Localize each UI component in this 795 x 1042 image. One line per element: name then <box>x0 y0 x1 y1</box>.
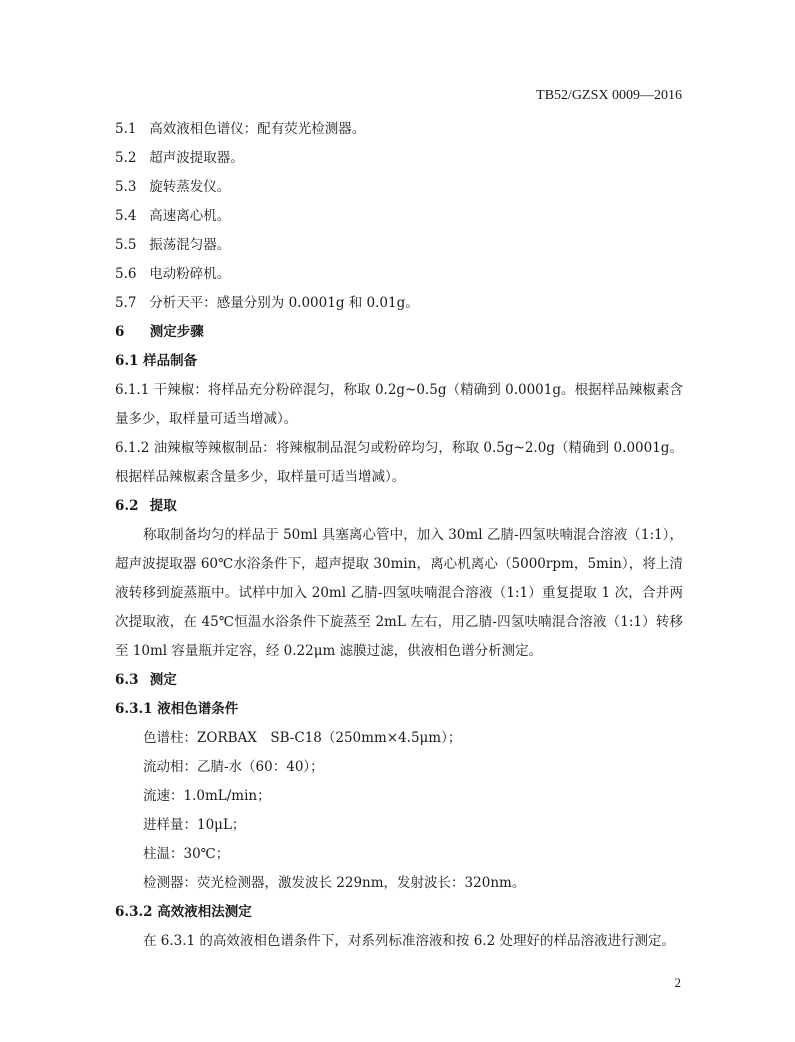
item-text: 分析天平：感量分别为 0.0001g 和 0.01g。 <box>149 295 419 311</box>
condition-flow-rate: 流速：1.0mL/min； <box>143 788 271 804</box>
section-6-1-heading: 6.1 样品制备 <box>115 353 198 369</box>
item-text: 旋转蒸发仪。 <box>149 179 231 195</box>
item-5-2 <box>115 144 683 173</box>
item-text: 电动粉碎机。 <box>149 266 231 282</box>
item-number: 5.6 <box>115 266 137 282</box>
item-5-3 <box>115 173 683 202</box>
page-number: 2 <box>674 975 681 990</box>
item-5-1 <box>115 115 683 144</box>
section-title: 测定步骤 <box>149 324 204 340</box>
condition-mobile-phase: 流动相：乙腈-水（60：40）； <box>143 759 324 775</box>
item-5-7 <box>115 289 683 318</box>
section-6-3-2-heading: 6.3.2 高效液相法测定 <box>115 904 252 920</box>
section-6-heading <box>115 318 683 347</box>
item-number: 5.1 <box>115 121 137 137</box>
section-6-1-2: 6.1.2 油辣椒等辣椒制品：将辣椒制品混匀或粉碎均匀，称取 0.5g~2.0g（精确到 0.0001g。根据样品辣椒素含量多少，取样量可适当增减）。 <box>115 440 683 485</box>
section-6-3-2-paragraph: 在 6.3.1 的高效液相色谱条件下，对系列标准溶液和按 6.2 处理好的样品溶液进行测定。 <box>143 933 675 949</box>
item-text: 振荡混匀器。 <box>149 237 231 253</box>
item-text: 高效液相色谱仪：配有荧光检测器。 <box>149 121 366 137</box>
item-number: 5.4 <box>115 208 137 224</box>
condition-column: 色谱柱：ZORBAX SB-C18（250mm×4.5μm）； <box>143 730 462 746</box>
item-5-5 <box>115 231 683 260</box>
item-number: 5.7 <box>115 295 137 311</box>
section-title: 提取 <box>149 498 177 514</box>
condition-detector: 检测器：荧光检测器，激发波长 229nm，发射波长：320nm。 <box>143 875 526 891</box>
item-text: 高速离心机。 <box>149 208 231 224</box>
item-text: 超声波提取器。 <box>149 150 244 166</box>
section-6-1-1: 6.1.1 干辣椒：将样品充分粉碎混匀，称取 0.2g~0.5g（精确到 0.0001g。根据样品辣椒素含量多少，取样量可适当增减）。 <box>115 382 683 427</box>
section-number: 6.3 <box>115 672 139 688</box>
document-code: TB52/GZSX 0009—2016 <box>536 88 682 103</box>
condition-column-temperature: 柱温：30℃； <box>143 846 230 862</box>
section-6-2-paragraph: 称取制备均匀的样品于 50ml 具塞离心管中，加入 30ml 乙腈-四氢呋喃混合溶液（1:1），超声波提取器 60℃水浴条件下，超声提取 30min，离心机离心（5000rpm，5min），将上清液转移到旋蒸瓶中。试样中加入 20ml 乙腈-四氢呋喃混合溶液（1:1）重复提取 1 次，合并两次提取液，在 45℃恒温水浴条件下旋蒸至 2mL 左右，用乙腈-四氢呋喃混合溶液（1:1）转移至 10ml 容量瓶并定容，经 0.22μm 滤膜过滤，供液相色谱分析测定。 <box>115 527 683 659</box>
item-number: 5.2 <box>115 150 137 166</box>
item-number: 5.5 <box>115 237 137 253</box>
condition-injection-volume: 进样量：10μL； <box>143 817 246 833</box>
section-6-3-heading <box>115 666 683 695</box>
item-5-4 <box>115 202 683 231</box>
section-number: 6 <box>115 324 125 340</box>
section-6-3-1-heading: 6.3.1 液相色谱条件 <box>115 701 239 717</box>
item-5-6 <box>115 260 683 289</box>
item-number: 5.3 <box>115 179 137 195</box>
section-6-2-heading <box>115 492 683 521</box>
page-content <box>115 115 683 956</box>
section-title: 测定 <box>149 672 177 688</box>
section-number: 6.2 <box>115 498 139 514</box>
